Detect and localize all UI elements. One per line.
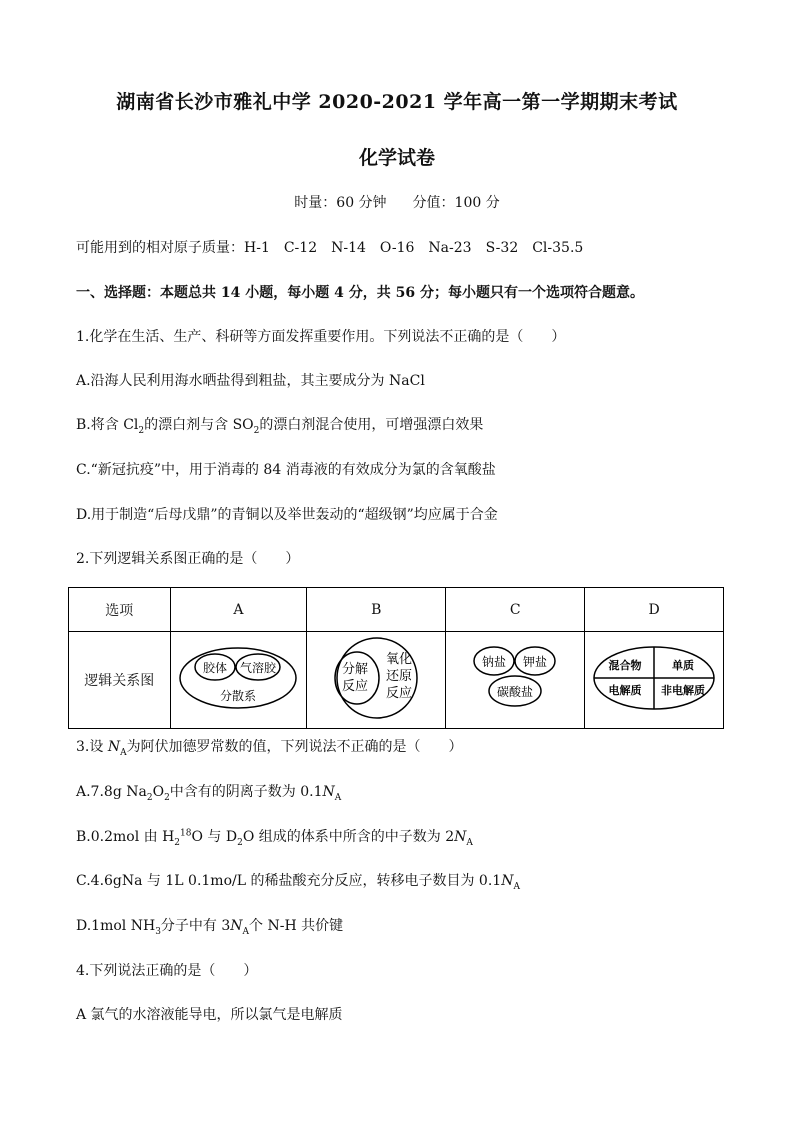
q2-head-option: 选项 [69,588,171,632]
q2-head-a: A [170,588,307,632]
diagram-a-svg [173,643,303,713]
page-subtitle: 化学试卷 [358,147,435,169]
diagram-a-c1: 胶体 [203,661,228,675]
q4-option-a: A 氯气的水溶液能导电，所以氯气是电解质 [76,1007,343,1023]
q3-option-a: A.7.8g $Na_2O_2$中含有的阴离子数为 $0.1N_A$ [76,784,342,803]
diagram-d-tr: 单质 [672,659,695,672]
exam-meta [0,192,794,212]
q4-stem: 4.下列说法正确的是（ ） [76,963,258,979]
q1-option-a: A.沿海人民利用海水晒盐得到粗盐，其主要成分为 NaCl [76,373,425,389]
q2-row-label: 逻辑关系图 [69,632,171,729]
diagram-c-svg [450,643,580,713]
diagram-b-svg [311,635,441,721]
q2-table [68,587,724,729]
q3-stem: 3.设 $N_A$为阿伏加德罗常数的值，下列说法不正确的是（ ） [76,739,463,758]
q2-head-d: D [585,588,724,632]
q3-option-b: B.0.2mol 由 $H_2^{18}O$ 与 $D_2O$ 组成的体系中所含的中子数为 $2N_A$ [76,828,473,848]
diagram-a-c2: 气溶胶 [240,661,277,675]
diagram-a-outer: 分散系 [220,689,257,703]
q1-option-c: C.“新冠抗疫”中，用于消毒的 84 消毒液的有效成分为氯的含氧酸盐 [76,462,496,478]
diagram-d-svg [589,643,719,713]
diagram-b-right1: 氧化 [386,652,413,667]
q1-option-b: B.将含 $Cl_2$的漂白剂与含 $SO_2$的漂白剂混合使用，可增强漂白效果 [76,417,484,436]
diagram-c-c2: 钾盐 [523,655,548,669]
q2-head-b: B [307,588,446,632]
exam-time: 时量：60 分钟 [294,195,387,211]
diagram-c-c3: 碳酸盐 [497,685,534,699]
q2-stem: 2.下列逻辑关系图正确的是（ ） [76,551,300,567]
q1-option-d: D.用于制造“后母戊鼎”的青铜以及举世轰动的“超级钢”均应属于合金 [76,507,498,523]
diagram-b-left1: 分解 [342,662,369,677]
diagram-b-right3: 反应 [386,686,413,701]
page-title: 湖南省长沙市雅礼中学 2020-2021 学年高一第一学期期末考试 [116,91,678,113]
diagram-c-c1: 钠盐 [482,655,507,669]
diagram-d-tl: 混合物 [608,659,642,672]
q3-option-d: D.1mol $NH_3$分子中有 $3N_A$个 N-H 共价键 [76,918,344,937]
q2-diagram-b [307,632,446,729]
q3-option-c: C.4.6gNa 与 1L 0.1mo/L 的稀盐酸充分反应，转移电子数目为 $0.1N_A$ [76,873,520,892]
q2-diagram-a [170,632,307,729]
section-heading: 一、选择题：本题总共 14 小题，每小题 4 分，共 56 分；每小题只有一个选项符合题意。 [76,285,644,301]
exam-score: 分值：100 分 [412,195,500,211]
q2-diagram-d [585,632,724,729]
q1-stem: 1.化学在生活、生产、科研等方面发挥重要作用。下列说法不正确的是（ ） [76,329,566,345]
diagram-d-bl: 电解质 [608,684,642,697]
diagram-d-br: 非电解质 [661,684,706,697]
q2-head-c: C [446,588,585,632]
diagram-b-right2: 还原 [386,669,413,684]
diagram-b-left2: 反应 [342,679,369,694]
atomic-masses: 可能用到的相对原子质量：H-1 C-12 N-14 O-16 Na-23 S-32 Cl-35.5 [76,240,584,256]
q2-diagram-c [446,632,585,729]
